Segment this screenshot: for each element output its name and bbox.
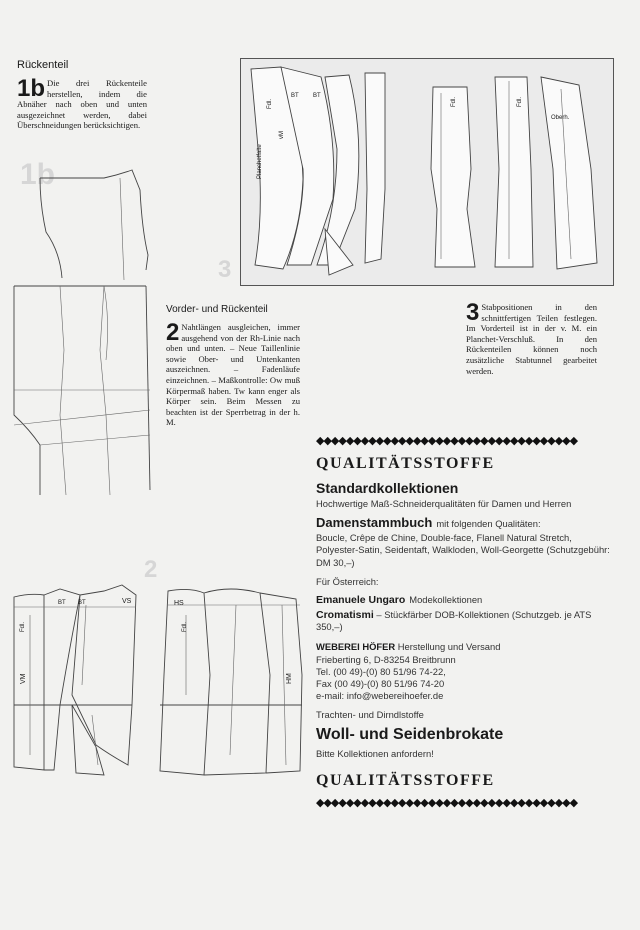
step-number-2: 2 (166, 319, 180, 346)
ad-crom-title: Cromatismi (316, 609, 374, 622)
ad-request: Bitte Kollektionen anfordern! (316, 747, 434, 759)
figure-3-frame (240, 58, 614, 286)
ad-crom-line (316, 609, 616, 633)
figure-2-label-bt2: BT (78, 600, 86, 606)
ad-company-line (316, 641, 616, 653)
section-2-text-block (166, 319, 300, 428)
ad-dsb-title: Damenstammbuch (316, 515, 433, 531)
figure-3-label-oberh: Oberh. (551, 115, 570, 121)
ad-tracht: Trachten- und Dirndlstoffe (316, 709, 424, 721)
figure-2-label-vm: VM (20, 673, 27, 684)
ad-brokate: Woll- und Seidenbrokate (316, 725, 504, 743)
ad-company: WEBEREI HÖFER (316, 641, 396, 653)
ad-company-suffix: Herstellung und Versand (397, 641, 501, 653)
ad-fax: Fax (00 49)-(0) 80 51/96 74-20 (316, 678, 445, 690)
section-3-text-block (466, 299, 597, 376)
figure-label-3: 3 (218, 256, 232, 283)
figure-3-label-vm: vM (279, 131, 285, 139)
ad-dsb-text: Boucle, Crêpe de Chine, Double-face, Flanell Natural Stretch, Polyester-Satin, Seidentaft, Walkloden, Woll-Georgette (Schutzgebühr: DM 30,–) (316, 532, 610, 568)
figure-2-label-fdl: Fdl. (20, 621, 26, 632)
figure-2-label-vs: VS (122, 598, 132, 605)
figure-3-label-fdl: Fdl. (267, 98, 273, 109)
ad-ungaro-line (316, 590, 616, 608)
step-number-1b: 1b (17, 75, 46, 102)
ad-diamond-rule-top: ◆◆◆◆◆◆◆◆◆◆◆◆◆◆◆◆◆◆◆◆◆◆◆◆◆◆◆◆◆◆◆◆◆◆◆ (316, 435, 578, 447)
section-1b-text-block (17, 75, 147, 131)
figure-3-label-planchet: Planchetfalte (257, 144, 263, 179)
ad-std-text: Hochwertige Maß-Schneiderqualitäten für Damen und Herren (316, 498, 572, 509)
figure-3-label-fdl2: Fdl. (451, 96, 457, 107)
section-2-text: Nahtlängen ausgleichen, immer ausgehend von der Rh-Linie nach oben und unten. – Neue Taillenlinie sowie Ober- und Untenkanten auszeichnen. – Fadenläufe einzeichnen. – Maßkontrolle: Ow muß Körpermaß haben. Tw kann enger als Körper sein. Beim Messen zu beachten ist der Sperrbetrag in der h. M. (166, 322, 300, 428)
ad-address: Frieberting 6, D-83254 Breitbrunn (316, 653, 456, 665)
ad-austria: Für Österreich: (316, 575, 379, 587)
pattern-drawing-2 (0, 575, 310, 785)
section-2-title: Vorder- und Rückenteil (166, 304, 268, 315)
ad-dsb-line (316, 514, 616, 532)
ad-ungaro-title: Emanuele Ungaro (316, 594, 406, 607)
figure-label-1b: 1b (20, 158, 56, 191)
ad-std-title: Standardkollektionen (316, 480, 459, 496)
figure-3-label-bt1: BT (291, 93, 299, 99)
ad-heading: QUALITÄTSSTOFFE (316, 455, 495, 472)
figure-3-label-fdl3: Fdl. (517, 96, 523, 107)
ad-dsb-suffix: mit folgenden Qualitäten: (436, 518, 541, 530)
section-3-text: Stabpositionen in den schnittfertigen Teilen festlegen. Im Vorderteil ist in der v. M. ein Planchet-Verschluß. In den Rückenteilen können noch zusätzliche Stabtunnel gearbeitet werden. (466, 302, 597, 376)
figure-2-label-bt1: BT (58, 600, 66, 606)
ad-tel: Tel. (00 49)-(0) 80 51/96 74-22, (316, 665, 446, 677)
figure-2-label-hm: HM (286, 673, 293, 684)
ad-heading-bottom: QUALITÄTSSTOFFE (316, 771, 495, 789)
ad-email[interactable]: e-mail: info@webereihoefer.de (316, 690, 444, 702)
figure-2-label-hs: HS (174, 600, 184, 607)
section-1b-text: Die drei Rückenteile herstellen, indem die Abnäher nach oben und unten ausgezeichnet werden, dabei Überschneidungen berücksichtigen. (17, 78, 147, 131)
ad-ungaro-suffix: Modekollektionen (409, 594, 483, 606)
section-1b-title: Rückenteil (17, 59, 69, 71)
figure-label-2: 2 (144, 556, 158, 583)
figure-2-label-fdl2: Fdl. (182, 621, 188, 632)
ad-crom-text: – Stückfärber DOB-Kollektionen (Schutzgeb. je ATS 350,–) (316, 609, 592, 633)
ad-box (316, 434, 616, 809)
pattern-drawing-1b (0, 160, 160, 500)
figure-3-label-bt2: BT (313, 93, 321, 99)
step-number-3: 3 (466, 299, 480, 326)
ad-diamond-rule-bottom: ◆◆◆◆◆◆◆◆◆◆◆◆◆◆◆◆◆◆◆◆◆◆◆◆◆◆◆◆◆◆◆◆◆◆◆ (316, 796, 578, 809)
